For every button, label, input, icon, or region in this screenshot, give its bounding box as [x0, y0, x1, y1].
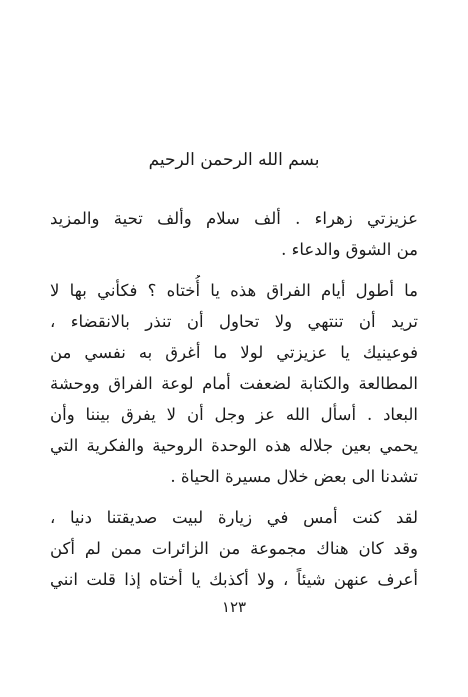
basmala-heading: بسم الله الرحمن الرحيم	[148, 150, 320, 170]
paragraph	[50, 275, 418, 492]
paragraph	[50, 203, 418, 265]
text-line: تريد أن تنتهي ولا تحاول أن تنذر بالانقضاء ،	[50, 312, 418, 331]
text-line: ما أطول أيام الفراق هذه يا أُختاه ؟ فكأني بها لا	[50, 281, 418, 300]
text-line: المطالعة والكتابة لضعفت أمام لوعة الفراق ووحشة	[50, 374, 418, 393]
page-number: ١٢٣	[221, 598, 247, 616]
text-line: عزيزتي زهراء . ألف سلام وألف تحية والمزيد	[50, 209, 418, 228]
text-line: من الشوق والدعاء .	[281, 240, 418, 259]
text-line: وقد كان هناك مجموعة من الزائرات ممن لم أكن	[50, 539, 418, 558]
text-line: أعرف عنهن شيئاً ، ولا أكذبك يا أختاه إذا قلت انني	[50, 570, 418, 589]
text-line: فوعينيك يا عزيزتي لولا ما أغرق به نفسي من	[50, 343, 418, 362]
text-line: يحمي بعين جلاله هذه الوحدة الروحية والفكرية التي	[50, 436, 418, 455]
text-line: تشدنا الى بعض خلال مسيرة الحياة .	[170, 467, 418, 486]
letter-body	[50, 203, 418, 595]
paragraph	[50, 502, 418, 595]
text-line: لقد كنت أمس في زيارة لبيت صديقتنا دنيا ،	[50, 508, 418, 527]
text-line: البعاد . أسأل الله عز وجل أن لا يفرق بيننا وأن	[50, 405, 418, 424]
